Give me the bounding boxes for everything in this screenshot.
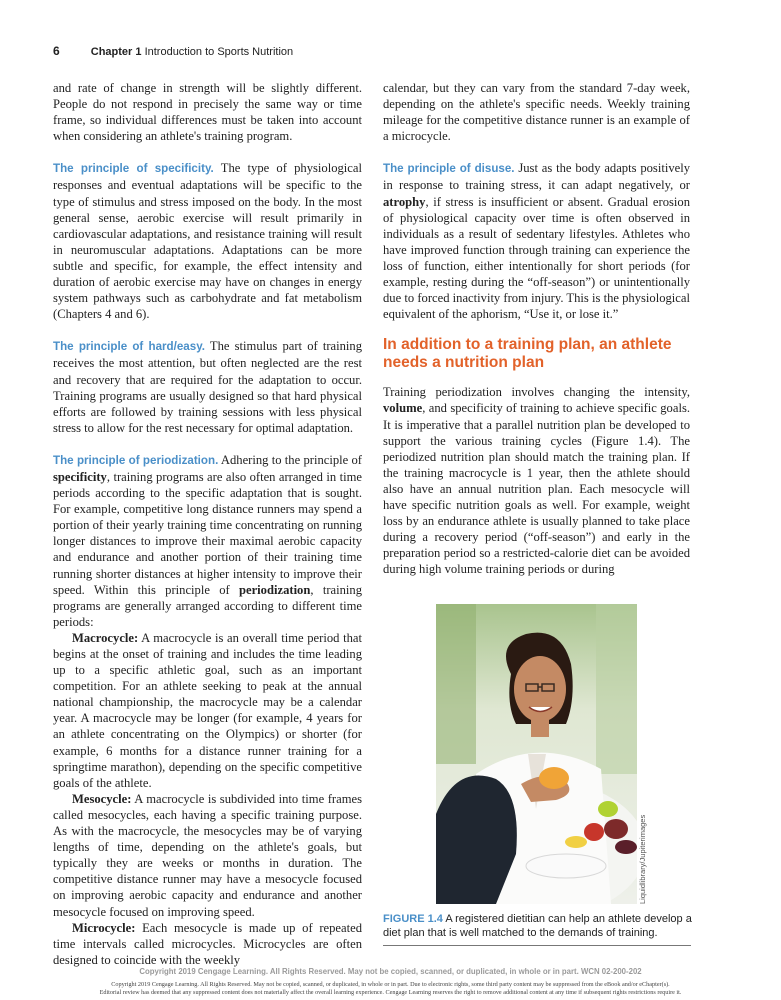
copyright-footer: Copyright 2019 Cengage Learning. All Rights Reserved. May not be copied, scanned, or duplicated, in whole or in part. WCN 02-200-202 (139, 967, 642, 976)
figure-caption (383, 912, 693, 940)
legal-line-2: Editorial review has deemed that any suppressed content does not materially affect the overall learning experience. Cengage Learning reserves the right to remove additional content at any time if subsequent rights restrictions require it. (99, 989, 682, 996)
photo-credit-text: Liquidlibrary/Jupiterimages (638, 814, 647, 904)
specificity-heading: The principle of specificity. (53, 162, 214, 176)
caption-rule (383, 945, 691, 946)
mesocycle-paragraph (53, 791, 362, 920)
disuse-text-b: , if stress is insufficient or absent. Gradual erosion of physiological capacity over time is often observed in individuals as a result of sedentary lifestyles. Athletes who have improved function through training can experience the loss of function, either intentionally for short periods (for example, resting during the “off-season”) or unintentionally due to forced inactivity from injury. This is the physiological equivalent of the aphorism, “Use it, or lose it.” (383, 194, 690, 322)
chapter-label: Chapter 1 (90, 46, 142, 58)
term-periodization: periodization (239, 582, 311, 597)
page-number: 6 (53, 44, 60, 58)
nutrition-text-a: Training periodization involves changing the intensity, (383, 385, 690, 400)
microcycle-continued-paragraph: calendar, but they can vary from the standard 7-day week, depending on the athlete's specific needs. Weekly training mileage for the competitive distance runner is an example of a microcycle. (383, 81, 690, 144)
term-mesocycle: Mesocycle: (72, 791, 132, 806)
microcycle-paragraph (53, 920, 362, 968)
disuse-paragraph (383, 160, 690, 322)
figure-caption-text: A registered dietitian can help an athlete develop a diet plan that is well matched to the demands of training. (383, 913, 692, 939)
nutrition-text-b: , and specificity of training to achieve specific goals. It is imperative that a parallel nutrition plan be developed to support the various training cycles (Figure 1.4). The periodized nutrition plan should match the training plan. If the training macrocycle is 1 year, then the athlete should also have an annual nutrition plan. Each mesocycle will have specific nutrition goals as well. For example, weight loss by an endurance athlete is usually planned to take place during a recovery period (“off-season”) and early in the preparation period so a restricted-calorie diet can be avoided during high volume training periods or during (383, 401, 690, 577)
term-macrocycle: Macrocycle: (72, 630, 139, 645)
term-specificity: specificity (53, 469, 107, 484)
nutrition-paragraph (383, 384, 690, 577)
chapter-title: Introduction to Sports Nutrition (144, 46, 294, 58)
periodization-text-a: Adhering to the principle of (218, 452, 362, 467)
periodization-paragraph (53, 452, 362, 630)
specificity-paragraph (53, 160, 362, 322)
macrocycle-paragraph (53, 630, 362, 791)
figure-photo-dietitian (436, 604, 637, 904)
figure-label: FIGURE 1.4 (383, 913, 443, 925)
macrocycle-text: A macrocycle is an overall time period that begins at the onset of training and includes the time leading up to a specific athletic goal, such as an important competition. For an athlete seeking to peak at the annual national championship, the macrocycle may be a calendar year. A macrocycle may be longer (for example, 4 years for an athlete concentrating on the Olympics) or shorter (for example, 6 months for a distance runner training for a springtime marathon), depending on the specific competitive goals of the athlete. (53, 630, 362, 790)
legal-footer (0, 981, 781, 997)
mesocycle-text: A macrocycle is subdivided into time frames called mesocycles, each having a specific training purpose. As with the macrocycle, the mesocycles may be of varying lengths of time, depending on the athlete's goals, but typically they are weeks or months in duration. The competitive distance runner may have a mesocycle focused on improving aerobic capacity and endurance and another mesocycle focused on improving speed. (53, 791, 362, 919)
hard-easy-heading: The principle of hard/easy. (53, 340, 206, 354)
right-column (383, 80, 690, 577)
hard-easy-paragraph (53, 338, 362, 436)
term-atrophy: atrophy (383, 194, 426, 209)
specificity-text: The type of physiological responses and eventual adaptations will be specific to the type of stimulus and stress imposed on the body. In the most general sense, aerobic exercise will result primarily in cardiovascular adaptations, and resistance training will result in neuromuscular adaptations. Adaptations can be more subtle and specific, for example, the effect intensity and duration of aerobic exercise may have on changes in energy system pathways such as carbohydrate and fat metabolism (Chapters 4 and 6). (53, 161, 362, 322)
periodization-text-b: , training programs are also often arranged in time periods according to the specific adaptation that is sought. For example, competitive long distance runners may spend a portion of their yearly training time concentrating on running longer distances to improve their maximal aerobic capacity and endurance and another portion of their training time running shorter distances at higher intensity to improve their speed. Within this principle of (53, 469, 362, 597)
periodization-text-c: , training programs are generally arranged according to different time periods: (53, 582, 362, 629)
term-microcycle: Microcycle: (72, 920, 136, 935)
photo-credit (638, 814, 652, 904)
dietitian-illustration (436, 604, 637, 904)
microcycle-text: Each mesocycle is made up of repeated time intervals called microcycles. Microcycles are often designed to coincide with the weekly (53, 920, 362, 967)
running-header (53, 44, 293, 58)
disuse-heading: The principle of disuse. (383, 162, 515, 176)
term-volume: volume (383, 401, 423, 416)
left-column (53, 80, 362, 968)
legal-line-1: Copyright 2019 Cengage Learning. All Rights Reserved. May not be copied, scanned, or duplicated, in whole or in part. Due to electronic rights, some third party content may be suppressed from the eBook and/or eChapter(s). (111, 981, 670, 988)
hard-easy-text: The stimulus part of training receives the most attention, but often neglected are the rest and recovery that are required for the adaptation to occur. Training programs are usually designed so that hard physical efforts are followed by training sessions with less physical stress to allow for the rest necessary for optimal adaptation. (53, 339, 362, 435)
intro-paragraph: and rate of change in strength will be slightly different. People do not respond in precisely the same way or time frame, so individual differences must be taken into account when considering an athlete's training program. (53, 81, 362, 144)
disuse-text-a: Just as the body adapts positively in response to training stress, it can adapt negatively, or (383, 161, 691, 193)
section-heading: In addition to a training plan, an athlete needs a nutrition plan (383, 336, 672, 372)
periodization-heading: The principle of periodization. (53, 453, 219, 467)
